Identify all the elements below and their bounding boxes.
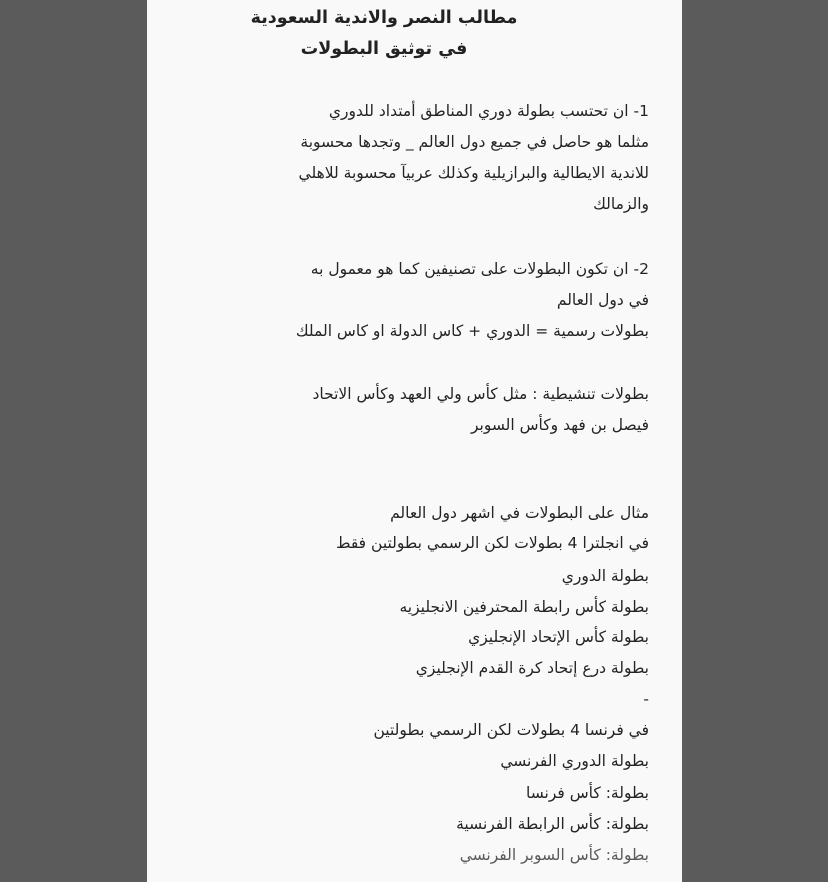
- point-2-line-3: بطولات رسمية = الدوري + كاس الدولة او كاس الملك: [295, 322, 649, 340]
- point-1-line-3: للاندية الايطالية والبرازيلية وكذلك عربيآ محسوبة للاهلي: [298, 164, 649, 182]
- examples-heading: مثال على البطولات في اشهر دول العالم: [390, 504, 649, 522]
- point-2-line-1: 2- ان تكون البطولات على تصنيفين كما هو معمول به: [310, 260, 649, 278]
- point-2-line-2: في دول العالم: [556, 291, 649, 309]
- point-1-line-2: مثلما هو حاصل في جميع دول العالم _ وتجدها محسوبة: [300, 133, 649, 151]
- document-page: [147, 0, 682, 882]
- document-title-line-2: في توثيق البطولات: [300, 39, 468, 59]
- france-item-2: بطولة: كأس فرنسا: [526, 784, 649, 802]
- france-item-1: بطولة الدوري الفرنسي: [500, 752, 649, 770]
- england-item-4: بطولة درع إتحاد كرة القدم الإنجليزي: [415, 659, 649, 677]
- document-title-line-1: مطالب النصر والاندية السعودية: [250, 8, 518, 28]
- point-1-line-1: 1- ان تحتسب بطولة دوري المناطق أمتداد للدوري: [328, 102, 649, 120]
- france-summary: في فرنسا 4 بطولات لكن الرسمي بطولتين: [373, 721, 649, 739]
- separator-dash: -: [643, 690, 649, 708]
- point-1-line-4: والزمالك: [593, 195, 649, 213]
- england-item-3: بطولة كأس الإتحاد الإنجليزي: [468, 628, 649, 646]
- france-item-4: بطولة: كأس السوبر الفرنسي: [459, 846, 649, 864]
- activity-line-2: فيصل بن فهد وكأس السوبر: [470, 416, 649, 434]
- england-item-1: بطولة الدوري: [561, 567, 649, 585]
- england-summary: في انجلترا 4 بطولات لكن الرسمي بطولتين فقط: [336, 534, 649, 552]
- activity-line-1: بطولات تنشيطية : مثل كأس ولي العهد وكأس الاتحاد: [312, 385, 649, 403]
- england-item-2: بطولة كأس رابطة المحترفين الانجليزيه: [399, 598, 649, 616]
- france-item-3: بطولة: كأس الرابطة الفرنسية: [456, 815, 649, 833]
